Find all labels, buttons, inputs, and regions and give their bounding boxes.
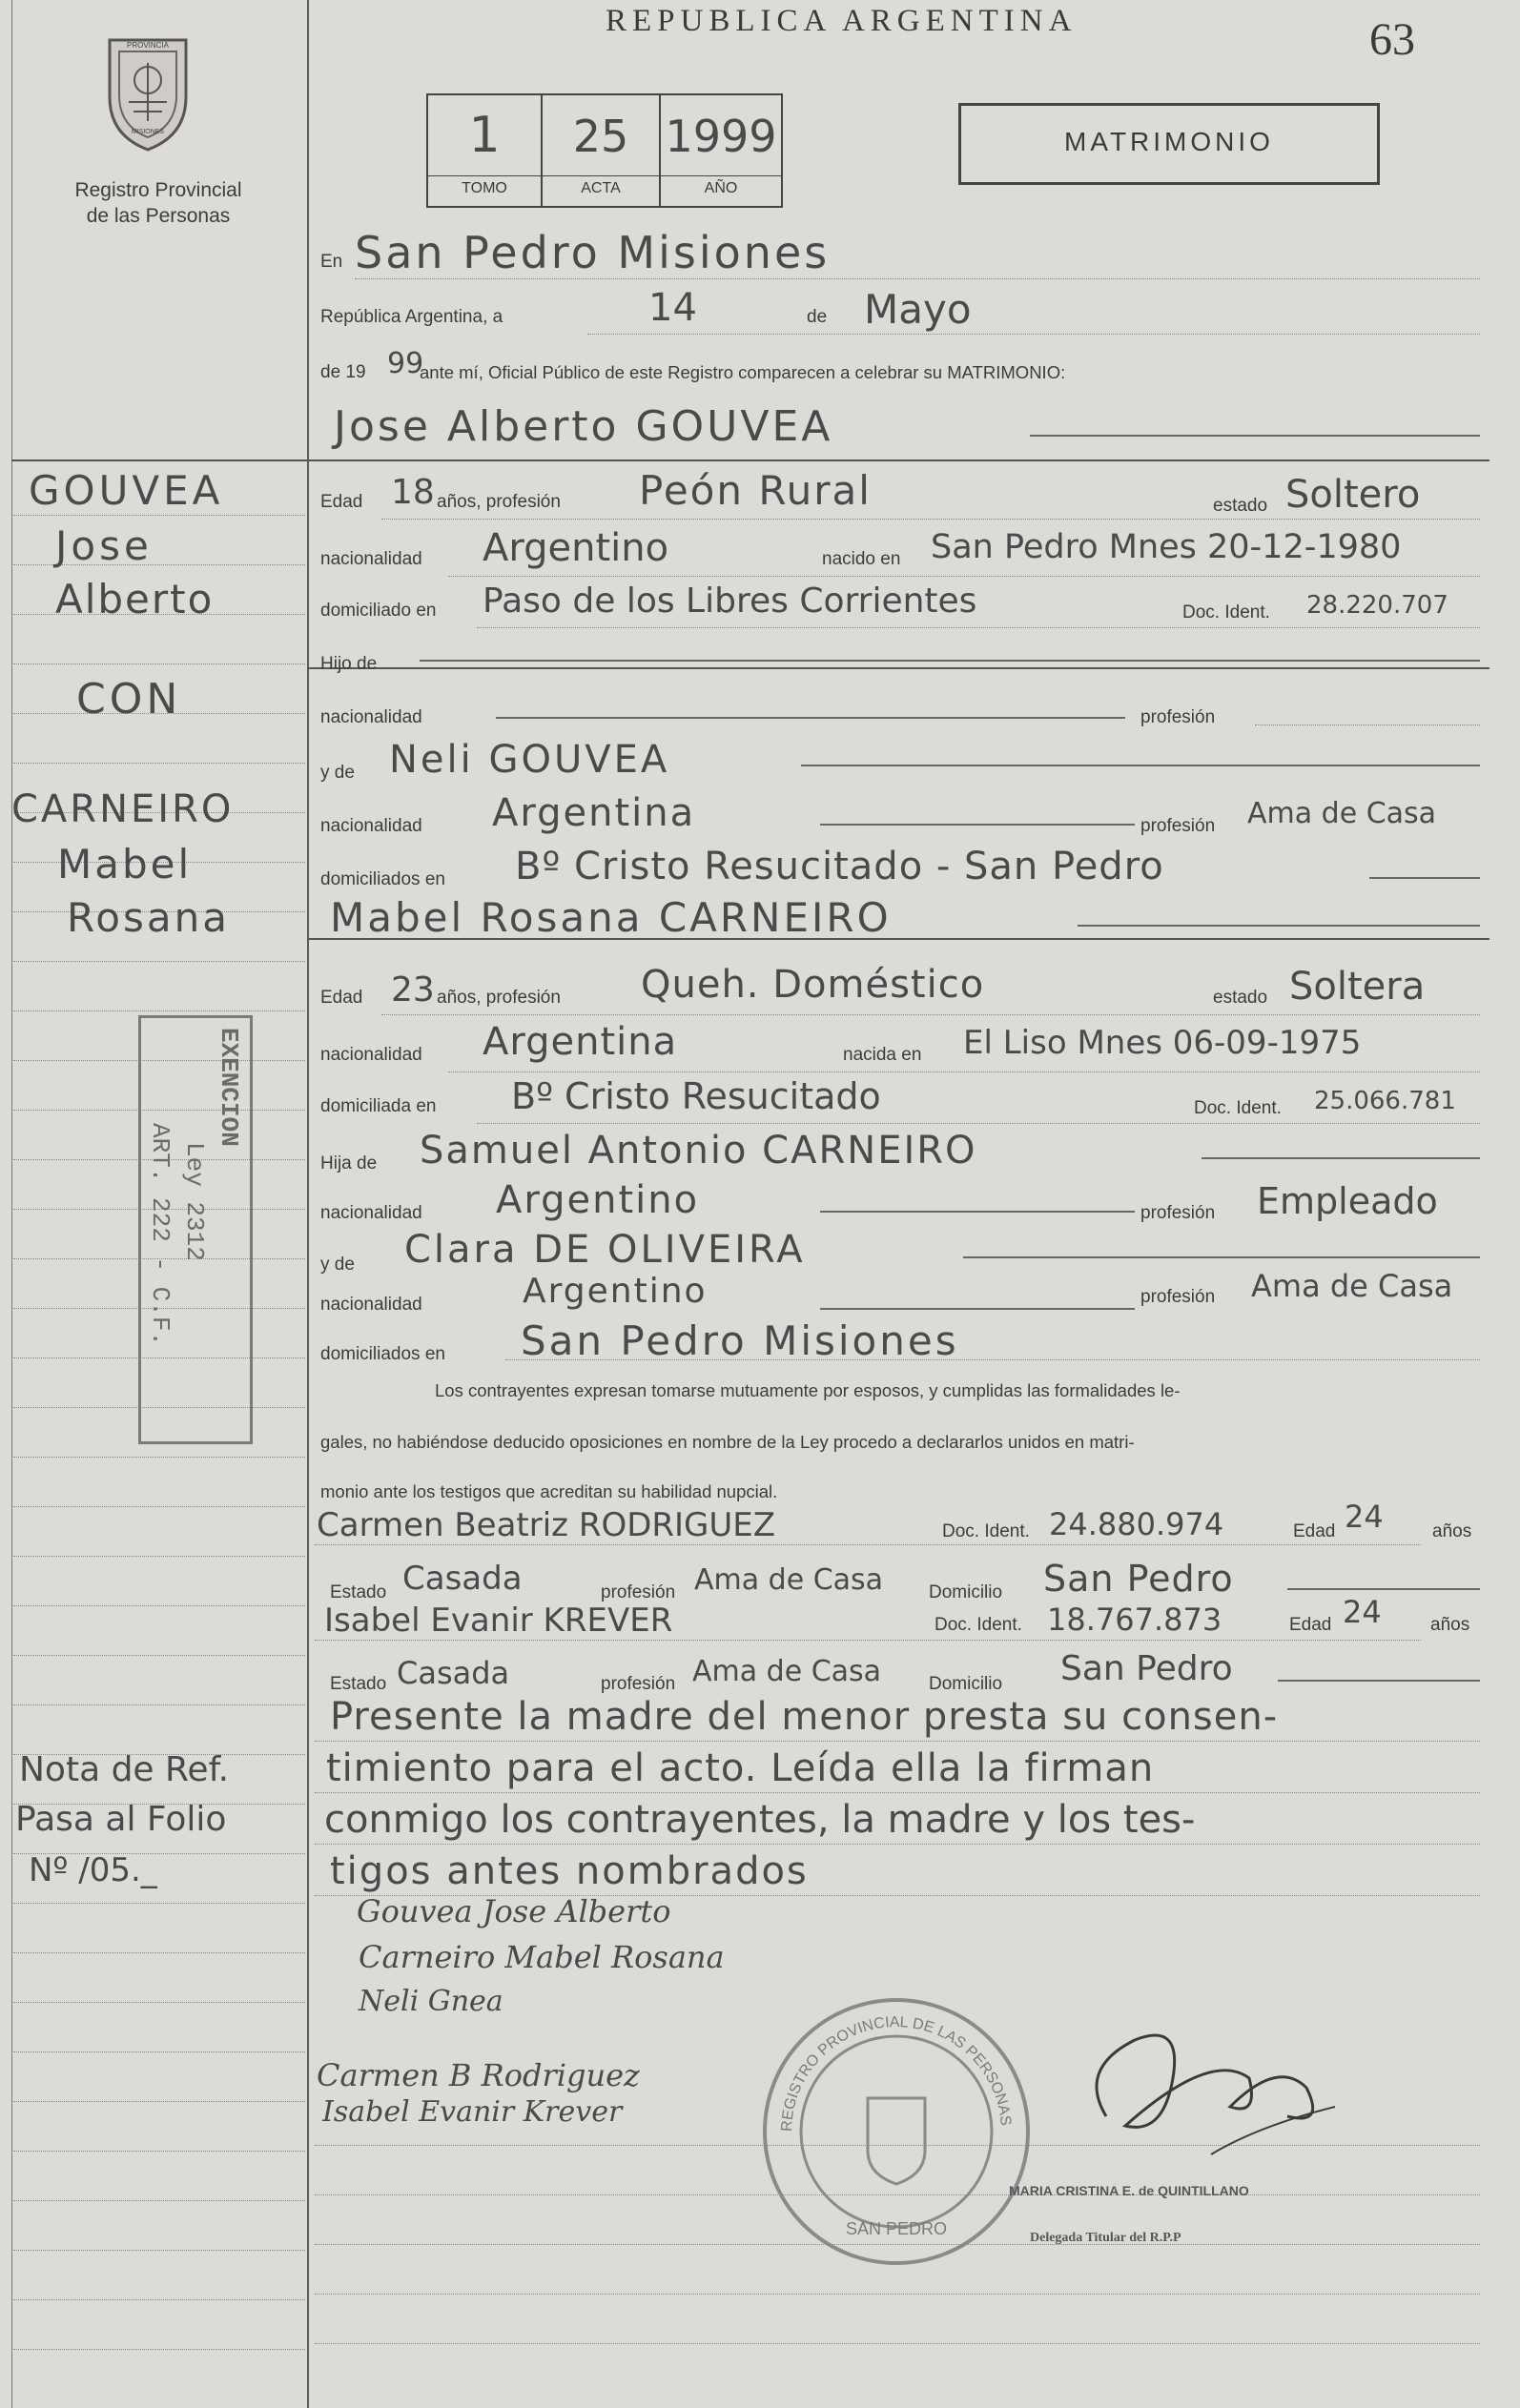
margin-rule xyxy=(13,1457,305,1458)
witness1-estado: Casada xyxy=(402,1560,523,1598)
witness2-doc-label: Doc. Ident. xyxy=(935,1615,1022,1635)
registry-line1: Registro Provincial xyxy=(74,179,242,201)
year-prefix: de 19 xyxy=(320,362,366,382)
witness1-prof-label: profesión xyxy=(601,1582,676,1602)
groom-father-nac-label: nacionalidad xyxy=(320,707,422,727)
witness1-name: Carmen Beatriz RODRIGUEZ xyxy=(317,1506,776,1544)
bride-doc-label: Doc. Ident. xyxy=(1194,1098,1282,1118)
official-title: Delegada Titular del R.P.P xyxy=(1030,2231,1181,2245)
record-type: MATRIMONIO xyxy=(1064,127,1274,156)
bride-domicile: Bº Cristo Resucitado xyxy=(511,1075,881,1117)
bride-nationality: Argentina xyxy=(483,1020,678,1064)
witness1-age: 24 xyxy=(1345,1499,1384,1535)
witness1-anos-label: años xyxy=(1432,1521,1472,1541)
month: Mayo xyxy=(864,286,972,333)
witness2-domicile: San Pedro xyxy=(1060,1649,1233,1688)
tomo-value: 1 xyxy=(468,107,501,164)
main-rule xyxy=(315,2343,1480,2344)
bride-mother-profession: Ama de Casa xyxy=(1251,1268,1453,1304)
bride-mother: Clara DE OLIVEIRA xyxy=(404,1228,806,1272)
notes-line2: timiento para el acto. Leída ella la firman xyxy=(326,1746,1155,1790)
svg-text:REGISTRO PROVINCIAL DE LAS PER: REGISTRO PROVINCIAL DE LAS PERSONAS xyxy=(778,2013,1014,2133)
margin-rule xyxy=(13,2250,305,2251)
margin-note2: Pasa al Folio xyxy=(15,1800,227,1839)
stamp-line3: ART. 222 - C.F. xyxy=(146,1123,175,1347)
margin-rule xyxy=(13,1903,305,1904)
bride-anos-prof-label: años, profesión xyxy=(437,988,561,1008)
groom-mother-nac-label: nacionalidad xyxy=(320,816,422,836)
witness1-domicilio-label: Domicilio xyxy=(929,1582,1003,1602)
margin-rule xyxy=(13,1506,305,1507)
groom-parents-domicile: Bº Cristo Resucitado - San Pedro xyxy=(515,845,1164,888)
bride-father-profession: Empleado xyxy=(1257,1180,1438,1222)
groom-hijo-label: Hijo de xyxy=(320,654,378,674)
margin-rule xyxy=(13,1605,305,1606)
groom-nationality: Argentino xyxy=(483,526,669,570)
bride-father: Samuel Antonio CARNEIRO xyxy=(420,1129,977,1173)
margin-left-edge xyxy=(11,0,12,2408)
groom-dom-label: domiciliado en xyxy=(320,601,437,621)
margin-rule xyxy=(13,961,305,962)
registry-name xyxy=(53,177,263,229)
divider-groom xyxy=(307,459,1489,461)
margin-rule xyxy=(13,1655,305,1656)
svg-text:SAN PEDRO: SAN PEDRO xyxy=(845,2219,948,2238)
tomo-label: TOMO xyxy=(428,175,541,197)
bride-edad-label: Edad xyxy=(320,988,363,1008)
bride-birth: El Liso Mnes 06-09-1975 xyxy=(963,1024,1362,1062)
bride-dom-label: domiciliada en xyxy=(320,1096,437,1116)
margin-rule xyxy=(13,2101,305,2102)
groom-domicile: Paso de los Libres Corrientes xyxy=(483,582,977,621)
place: San Pedro Misiones xyxy=(355,227,831,278)
signature-witness2: Isabel Evanir Krever xyxy=(322,2095,623,2129)
bride-mother-nationality: Argentino xyxy=(523,1272,708,1311)
stamp-line2: Ley 2312 xyxy=(180,1142,209,1261)
witness1-profession: Ama de Casa xyxy=(694,1563,884,1597)
witness1-domicile: San Pedro xyxy=(1043,1558,1234,1600)
bride-doc: 25.066.781 xyxy=(1314,1087,1456,1115)
bride-profession: Queh. Doméstico xyxy=(641,963,985,1007)
margin-bride-surname: CARNEIRO xyxy=(11,787,235,831)
margin-rule xyxy=(13,2002,305,2003)
witness2-profession: Ama de Casa xyxy=(692,1655,882,1688)
year-suffix: 99 xyxy=(387,347,424,380)
witness2-age: 24 xyxy=(1343,1594,1382,1630)
margin-rule xyxy=(13,2349,305,2350)
page-number: 63 xyxy=(1369,14,1415,65)
signature-witness1: Carmen B Rodriguez xyxy=(317,2057,640,2093)
registry-line2: de las Personas xyxy=(86,205,231,227)
groom-parents-dom-label: domiciliados en xyxy=(320,869,445,889)
main-rule xyxy=(315,2294,1480,2295)
witness2-doc: 18.767.873 xyxy=(1047,1602,1222,1638)
witness2-prof-label: profesión xyxy=(601,1674,676,1694)
witness2-estado-label: Estado xyxy=(330,1674,387,1694)
groom-estado-label: estado xyxy=(1213,496,1268,516)
bride-yde-label: y de xyxy=(320,1255,355,1275)
margin-rule xyxy=(13,1556,305,1557)
day: 14 xyxy=(648,286,697,330)
declaration-line1: Los contrayentes expresan tomarse mutuamente por esposos, y cumplidas las formalidades le- xyxy=(435,1380,1181,1400)
margin-rule xyxy=(13,2299,305,2300)
official-signature-icon xyxy=(1068,2011,1354,2164)
groom-nac-label: nacionalidad xyxy=(320,549,422,569)
groom-mother-prof-label: profesión xyxy=(1140,816,1216,836)
bride-father-nac-label: nacionalidad xyxy=(320,1203,422,1223)
bride-age: 23 xyxy=(391,970,435,1010)
ano-label: AÑO xyxy=(661,175,781,197)
witness2-domicilio-label: Domicilio xyxy=(929,1674,1003,1694)
groom-mother-nationality: Argentina xyxy=(492,791,696,835)
bride-nac-label: nacionalidad xyxy=(320,1045,422,1065)
exemption-stamp xyxy=(138,1015,253,1444)
stamp-line1: EXENCION xyxy=(215,1028,243,1147)
margin-rule xyxy=(13,1704,305,1705)
witness1-estado-label: Estado xyxy=(330,1582,387,1602)
margin-groom-surname: GOUVEA xyxy=(29,467,224,514)
groom-birth: San Pedro Mnes 20-12-1980 xyxy=(931,528,1402,566)
margin-con: CON xyxy=(76,675,182,724)
margin-note3: Nº /05._ xyxy=(29,1851,157,1889)
witness1-edad-label: Edad xyxy=(1293,1521,1336,1541)
witness1-doc: 24.880.974 xyxy=(1049,1506,1224,1542)
record-type-box xyxy=(958,103,1380,185)
groom-father-prof-label: profesión xyxy=(1140,707,1216,727)
bride-father-nationality: Argentino xyxy=(496,1178,700,1222)
svg-text:MISIONES: MISIONES xyxy=(131,129,165,135)
bride-nacida-label: nacida en xyxy=(843,1045,922,1065)
intro-statement: ante mí, Oficial Público de este Registro comparecen a celebrar su MATRIMONIO: xyxy=(420,362,1066,382)
svg-text:PROVINCIA: PROVINCIA xyxy=(126,41,170,50)
divider-groom-parents xyxy=(307,667,1489,669)
witness2-edad-label: Edad xyxy=(1289,1615,1332,1635)
official-name: MARIA CRISTINA E. de QUINTILLANO xyxy=(1009,2183,1249,2198)
margin-rule xyxy=(13,763,305,764)
margin-groom-name1: Jose xyxy=(55,522,153,569)
notes-line1: Presente la madre del menor presta su consen- xyxy=(330,1695,1279,1739)
groom-age: 18 xyxy=(391,473,435,512)
groom-profession: Peón Rural xyxy=(639,467,872,514)
acta-label: ACTA xyxy=(543,175,659,197)
bride-hija-label: Hija de xyxy=(320,1153,378,1173)
bride-full-name: Mabel Rosana CARNEIRO xyxy=(330,894,892,941)
margin-rule xyxy=(13,515,305,516)
margin-bride-name2: Rosana xyxy=(67,894,230,941)
margin-note1: Nota de Ref. xyxy=(19,1750,230,1789)
witness2-name: Isabel Evanir KREVER xyxy=(324,1602,673,1640)
signature-mother: Neli Gnea xyxy=(359,1985,503,2018)
provincial-crest-icon xyxy=(95,21,200,154)
margin-rule xyxy=(13,2200,305,2201)
groom-yde-label: y de xyxy=(320,763,355,783)
bride-parents-domicile: San Pedro Misiones xyxy=(521,1317,959,1364)
margin-rule xyxy=(13,663,305,664)
republica-label: República Argentina, a xyxy=(320,307,503,327)
margin-rule xyxy=(13,2151,305,2152)
groom-doc: 28.220.707 xyxy=(1306,591,1448,620)
bride-father-prof-label: profesión xyxy=(1140,1203,1216,1223)
groom-edad-label: Edad xyxy=(320,492,363,512)
notes-line4: tigos antes nombrados xyxy=(330,1849,809,1893)
margin-rule xyxy=(13,1952,305,1953)
bride-mother-nac-label: nacionalidad xyxy=(320,1295,422,1315)
groom-mother: Neli GOUVEA xyxy=(389,738,670,782)
margin-rule xyxy=(13,2051,305,2052)
signature-bride: Carneiro Mabel Rosana xyxy=(359,1939,725,1975)
witness1-doc-label: Doc. Ident. xyxy=(942,1521,1030,1541)
bride-parents-dom-label: domiciliados en xyxy=(320,1344,445,1364)
margin-divider-top xyxy=(11,459,307,461)
ano-value: 1999 xyxy=(665,111,777,162)
signature-groom: Gouvea Jose Alberto xyxy=(357,1893,671,1929)
declaration-line3: monio ante los testigos que acreditan su habilidad nupcial. xyxy=(320,1481,778,1501)
margin-groom-name2: Alberto xyxy=(55,576,215,622)
witness2-anos-label: años xyxy=(1430,1615,1470,1635)
groom-anos-prof-label: años, profesión xyxy=(437,492,561,512)
record-reference-box xyxy=(426,93,783,208)
groom-mother-profession: Ama de Casa xyxy=(1247,797,1437,830)
groom-full-name: Jose Alberto GOUVEA xyxy=(334,402,833,451)
witness2-estado: Casada xyxy=(397,1655,510,1691)
en-label: En xyxy=(320,252,343,272)
margin-divider xyxy=(307,0,309,2408)
bride-mother-prof-label: profesión xyxy=(1140,1287,1216,1307)
bride-estado: Soltera xyxy=(1289,965,1426,1009)
acta-value: 25 xyxy=(572,111,629,162)
groom-estado: Soltero xyxy=(1285,473,1421,517)
groom-nacido-label: nacido en xyxy=(822,549,901,569)
de-label: de xyxy=(807,307,828,327)
margin-bride-name1: Mabel xyxy=(57,841,193,888)
notes-line3: conmigo los contrayentes, la madre y los tes- xyxy=(324,1798,1196,1842)
country-title: REPUBLICA ARGENTINA xyxy=(606,4,1078,38)
declaration-line2: gales, no habiéndose deducido oposiciones en nombre de la Ley procedo a declararlos unidos en matri- xyxy=(320,1432,1135,1452)
bride-estado-label: estado xyxy=(1213,988,1268,1008)
official-seal-icon xyxy=(753,1989,1039,2275)
margin-rule xyxy=(13,1010,305,1011)
groom-doc-label: Doc. Ident. xyxy=(1182,602,1270,622)
